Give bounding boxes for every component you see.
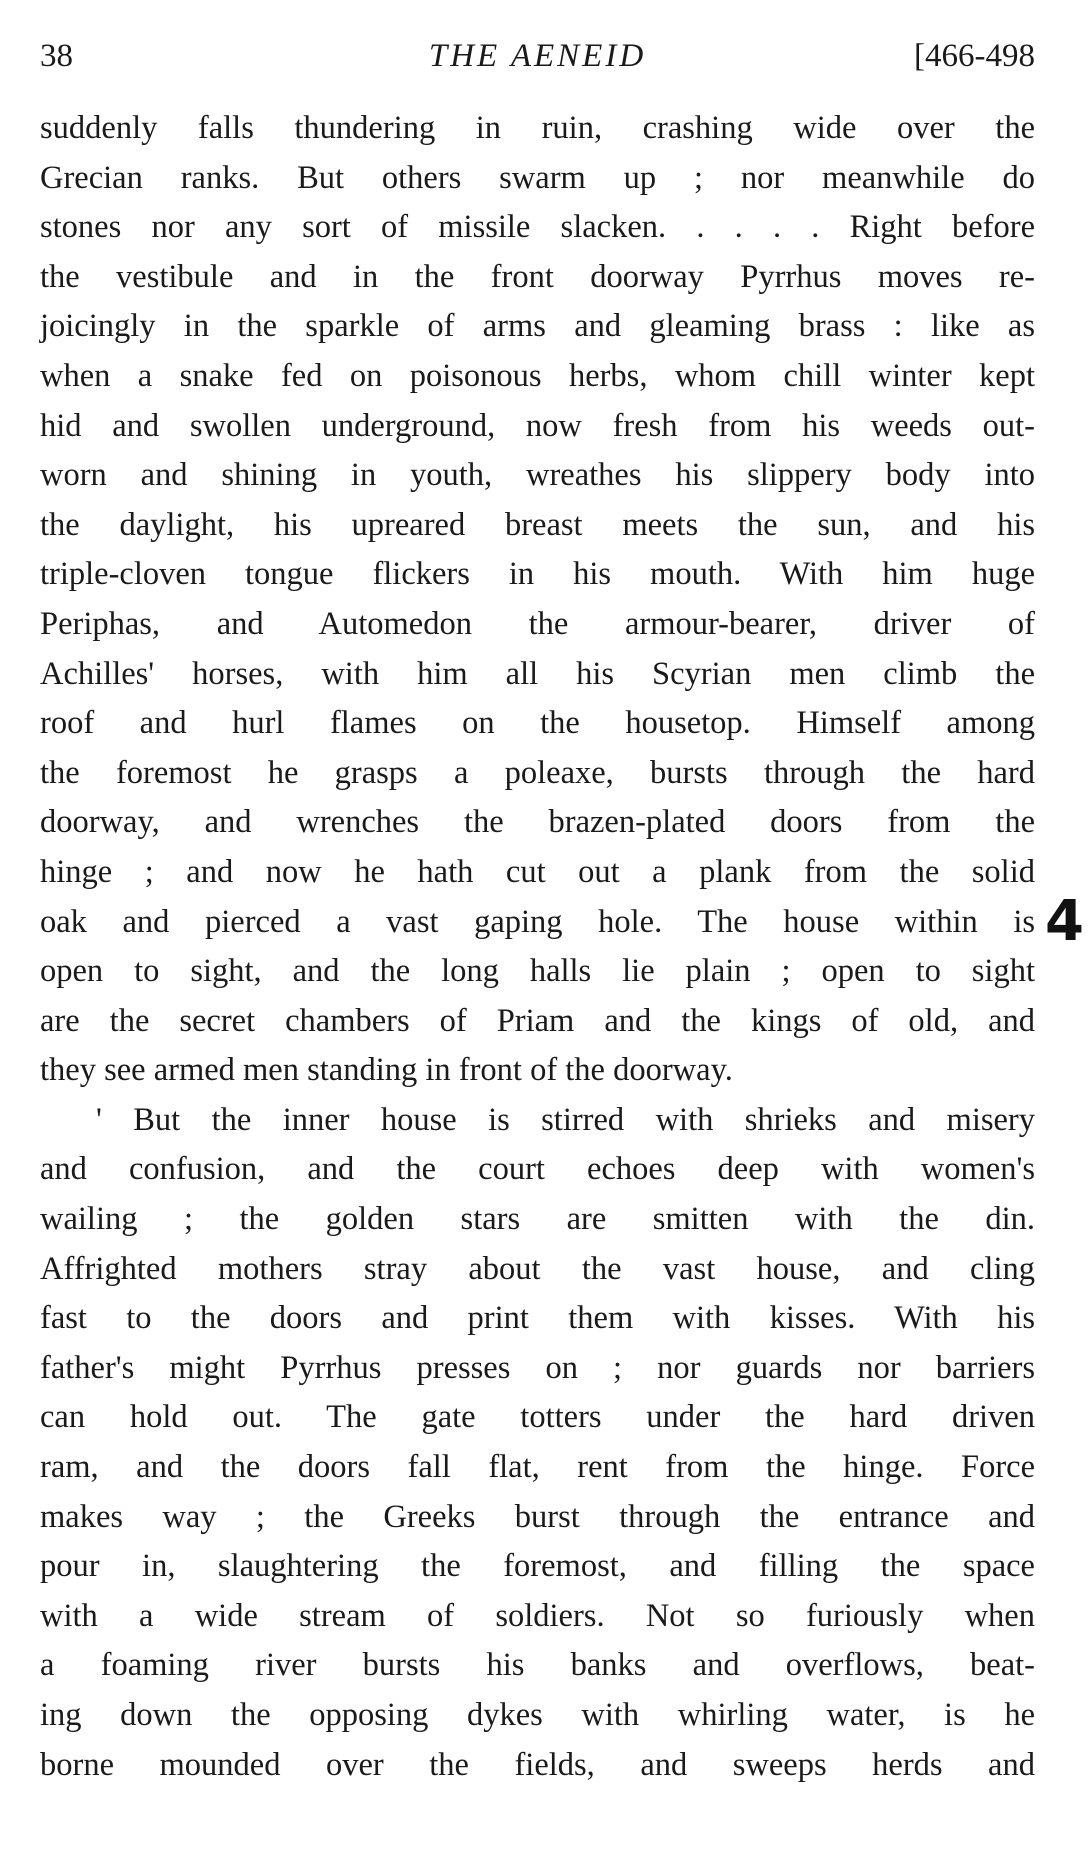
text-line: Achilles' horses, with him all his Scyrian men climb the	[40, 655, 1035, 692]
text-line: the vestibule and in the front doorway Pyrrhus moves re-	[40, 258, 1035, 295]
text-line: Grecian ranks. But others swarm up ; nor meanwhile do	[40, 159, 1035, 196]
text-line: ram, and the doors fall flat, rent from the hinge. Force	[40, 1449, 1035, 1486]
text-line: joicingly in the sparkle of arms and gleaming brass : like as	[40, 308, 1035, 345]
text-line: ' But the inner house is stirred with shrieks and misery	[96, 1101, 1035, 1138]
line-range: [466-498	[914, 38, 1035, 74]
text-line: fast to the doors and print them with kisses. With his	[40, 1300, 1035, 1337]
text-line: the foremost he grasps a poleaxe, bursts through the hard	[40, 754, 1035, 791]
text-line: Periphas, and Automedon the armour-bearer, driver of	[40, 605, 1035, 642]
text-line: a foaming river bursts his banks and overflows, beat-	[40, 1647, 1035, 1684]
body-text	[40, 104, 1035, 1790]
text-line: stones nor any sort of missile slacken. . . . . Right before	[40, 209, 1035, 246]
text-line: suddenly falls thundering in ruin, crashing wide over the	[40, 110, 1035, 146]
book-title: THE AENEID	[428, 38, 647, 74]
text-line: roof and hurl flames on the housetop. Himself among	[40, 705, 1035, 742]
text-line: oak and pierced a vast gaping hole. The house within is	[40, 903, 1035, 940]
text-line: when a snake fed on poisonous herbs, whom chill winter kept	[40, 357, 1035, 394]
text-line: they see armed men standing in front of the doorway.	[40, 1052, 733, 1089]
text-line: borne mounded over the fields, and sweeps herds and	[40, 1746, 1035, 1783]
text-line: wailing ; the golden stars are smitten with the din.	[40, 1201, 1035, 1238]
text-line: can hold out. The gate totters under the hard driven	[40, 1399, 1035, 1436]
running-head	[40, 34, 1035, 78]
text-line: makes way ; the Greeks burst through the entrance and	[40, 1498, 1035, 1535]
text-line: ing down the opposing dykes with whirling water, is he	[40, 1697, 1035, 1733]
margin-note: 4	[1045, 889, 1084, 954]
text-line: with a wide stream of soldiers. Not so furiously when	[40, 1597, 1035, 1634]
text-line: Affrighted mothers stray about the vast house, and cling	[40, 1250, 1035, 1287]
page-number: 38	[40, 38, 73, 74]
text-line: are the secret chambers of Priam and the kings of old, and	[40, 1002, 1035, 1039]
text-line: and confusion, and the court echoes deep with women's	[40, 1151, 1035, 1188]
text-line: hid and swollen underground, now fresh from his weeds out-	[40, 407, 1035, 444]
text-line: triple-cloven tongue flickers in his mouth. With him huge	[40, 556, 1035, 593]
text-line: father's might Pyrrhus presses on ; nor guards nor barriers	[40, 1349, 1035, 1386]
text-line: the daylight, his upreared breast meets the sun, and his	[40, 506, 1035, 543]
paragraph-2	[40, 1096, 1035, 1790]
text-line: doorway, and wrenches the brazen-plated doors from the	[40, 804, 1035, 841]
text-line: open to sight, and the long halls lie plain ; open to sight	[40, 953, 1035, 990]
paragraph-1	[40, 104, 1035, 1096]
text-line: worn and shining in youth, wreathes his slippery body into	[40, 457, 1035, 494]
text-line: pour in, slaughtering the foremost, and filling the space	[40, 1548, 1035, 1585]
text-line: hinge ; and now he hath cut out a plank from the solid	[40, 853, 1035, 890]
